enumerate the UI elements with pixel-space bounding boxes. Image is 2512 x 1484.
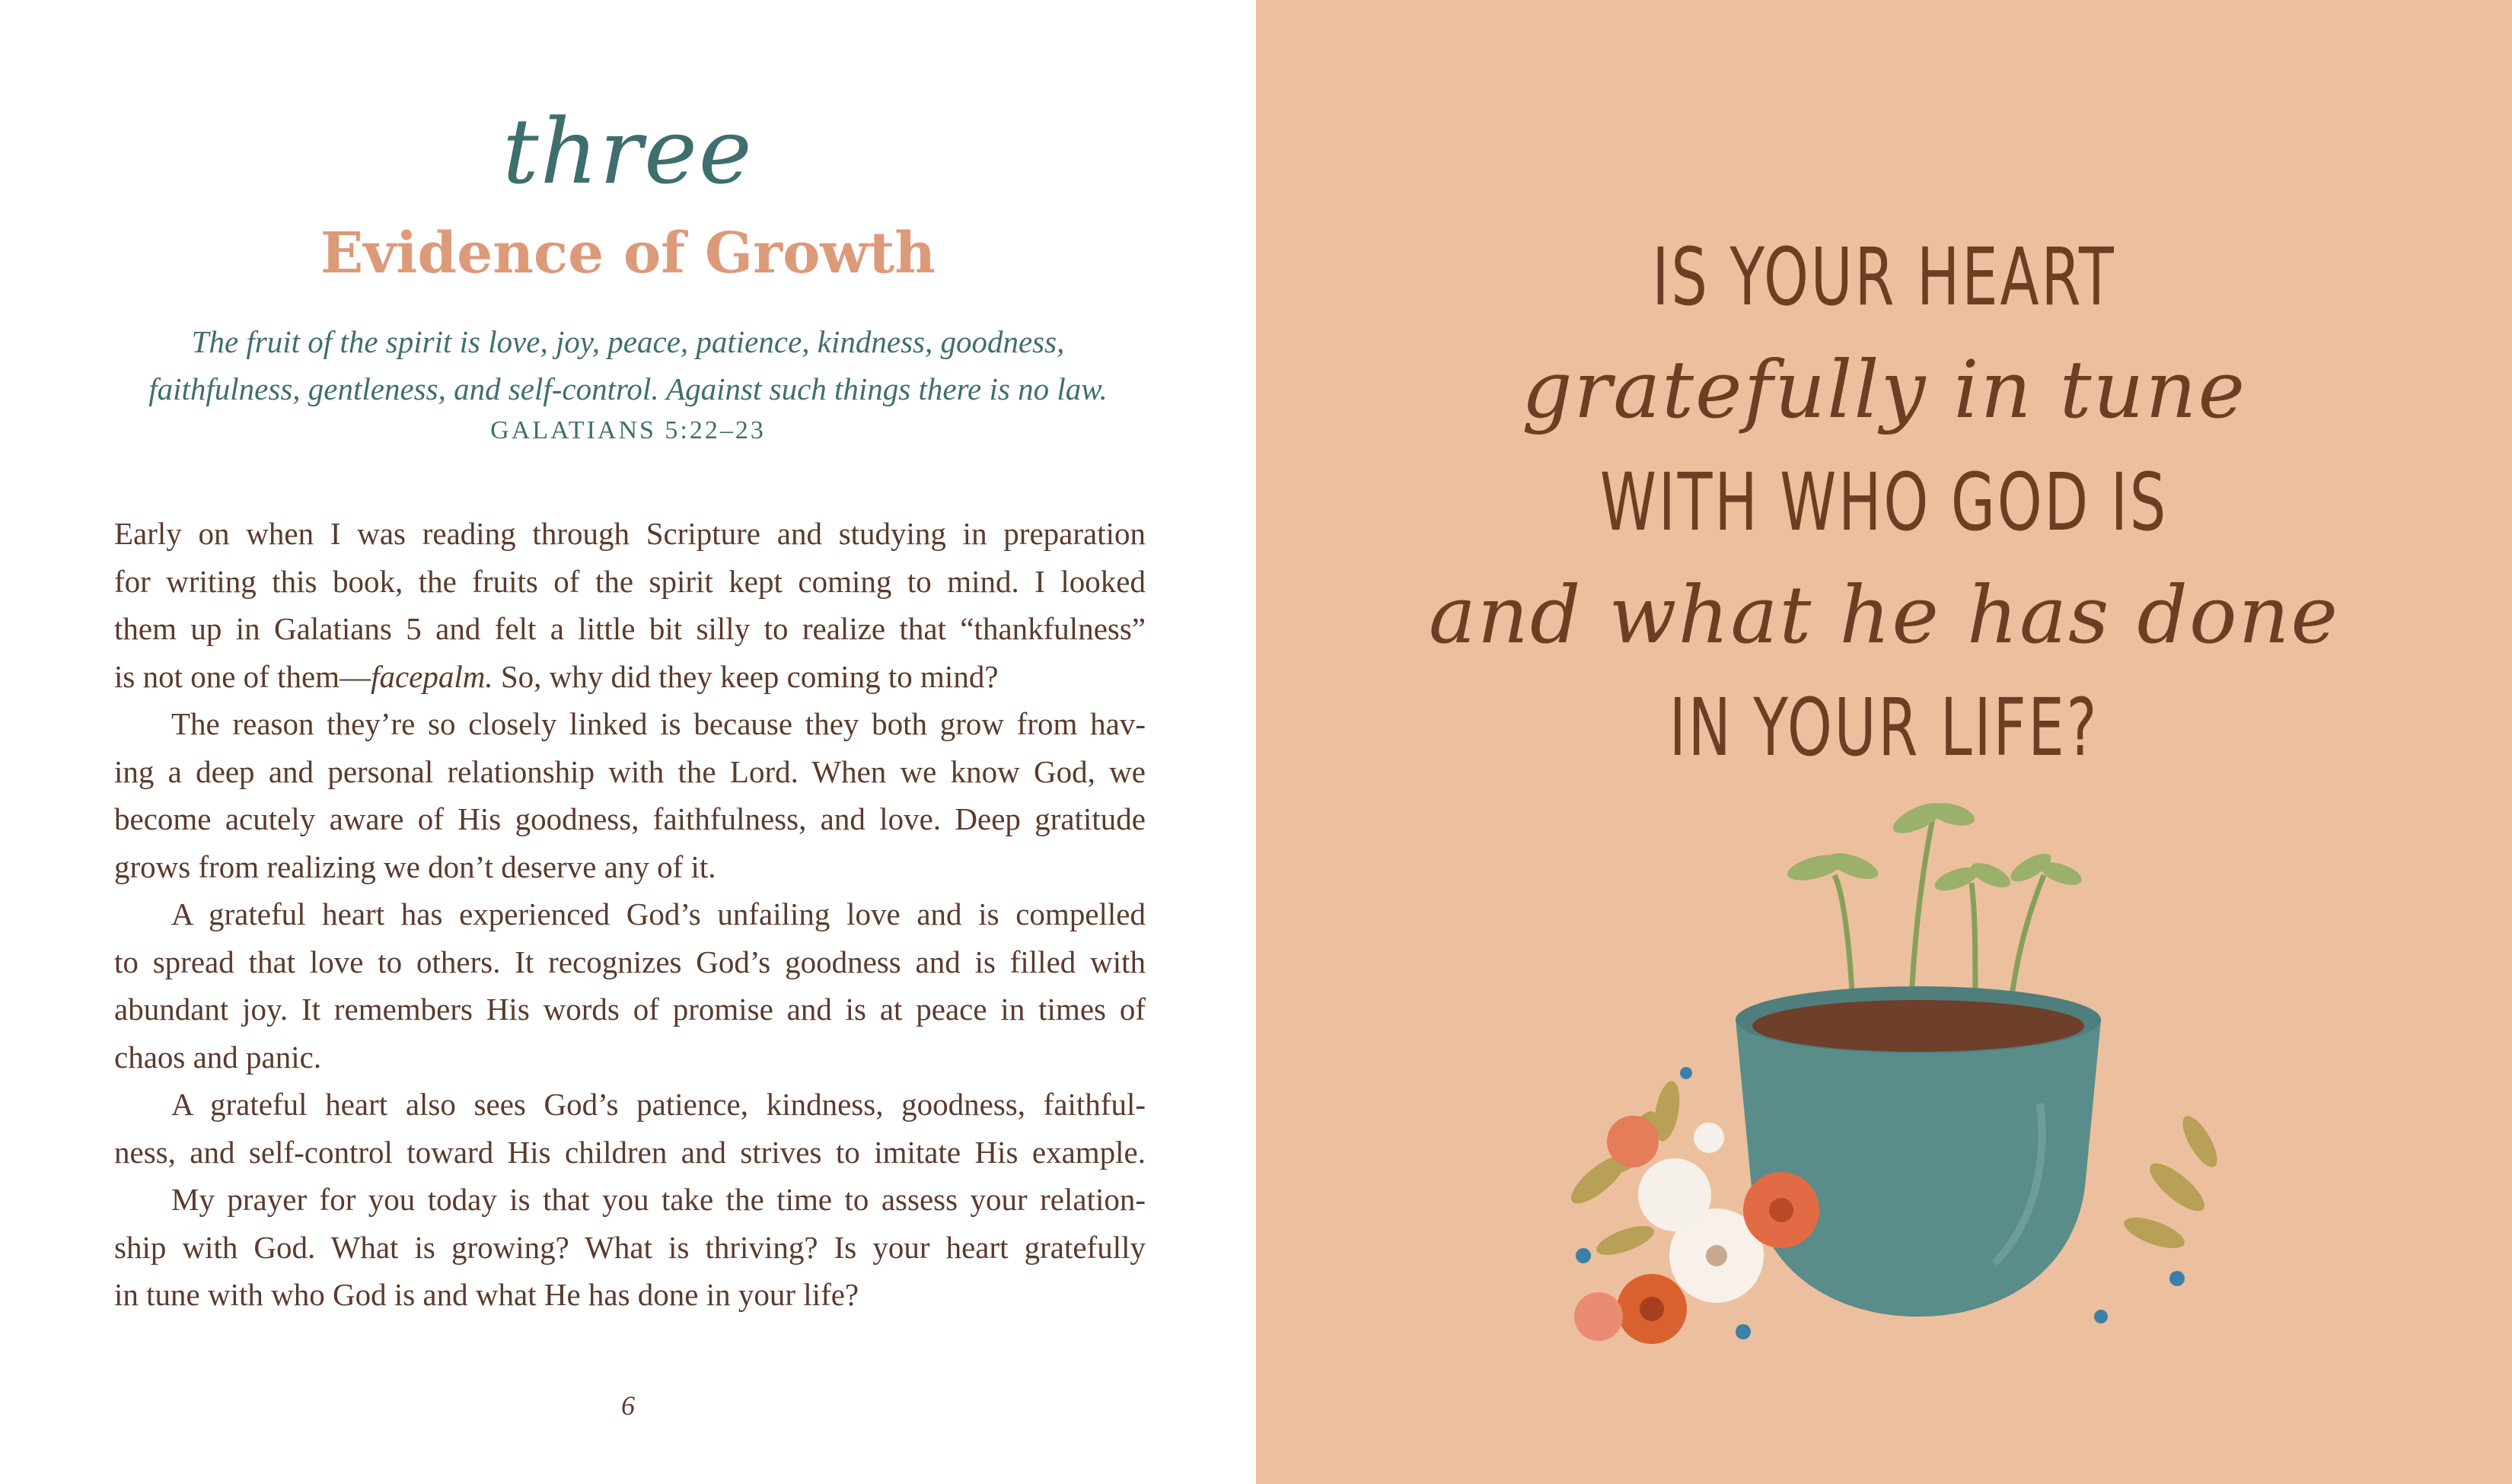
quote-line: and what he has done [1428, 568, 2340, 661]
chapter-title: Evidence of Growth [320, 221, 936, 286]
body-line: A grateful heart has experienced God’s unfailing love and is compelled [171, 896, 1146, 931]
body-line: for writing this book, the fruits of the spirit kept coming to mind. I looked [114, 563, 1146, 599]
body-line: chaos and panic. [114, 1039, 322, 1075]
body-line: Early on when I was reading through Scripture and studying in preparation [114, 516, 1146, 551]
body-text-segment: So, why did they keep coming to mind? [493, 658, 999, 694]
body-line: become acutely aware of His goodness, faithfulness, and love. Deep gratitude [114, 801, 1146, 836]
body-line: My prayer for you today is that you take the time to assess your relation- [171, 1182, 1146, 1217]
epigraph-line: faithfulness, gentleness, and self-control. Against such things there is no law. [148, 371, 1108, 406]
body-line: ing a deep and personal relationship with the Lord. When we know God, we [114, 753, 1146, 789]
quote-line: IN YOUR LIFE? [1669, 681, 2099, 774]
body-line: ship with God. What is growing? What is thriving? Is your heart gratefully [114, 1229, 1146, 1265]
italic-word: facepalm. [371, 658, 493, 694]
chapter-number: three [502, 99, 754, 204]
body-text-segment: is not one of them— [114, 658, 371, 694]
quote-line: gratefully in tune [1521, 343, 2247, 436]
flower-pot [1736, 986, 2101, 1317]
quote-line: IS YOUR HEART [1652, 231, 2116, 323]
body-line: them up in Galatians 5 and felt a little bit silly to realize that “thankfulness” [114, 611, 1146, 646]
body-line: The reason they’re so closely linked is because they both grow from hav- [171, 706, 1146, 741]
body-line: abundant joy. It remembers His words of promise and is at peace in times of [114, 992, 1146, 1027]
page-number: 6 [621, 1390, 635, 1421]
body-line: in tune with who God is and what He has done in your life? [114, 1277, 859, 1312]
epigraph [91, 318, 1165, 412]
quote-line: WITH WHO GOD IS [1599, 456, 2169, 549]
pull-quote [1256, 221, 2512, 784]
body-line: to spread that love to others. It recognizes God’s goodness and is filled with [114, 944, 1146, 979]
body-line: ness, and self-control toward His children and strives to imitate His example. [114, 1134, 1146, 1170]
body-text [114, 510, 1146, 1319]
body-line: grows from realizing we don’t deserve any of it. [114, 849, 716, 884]
body-line [114, 653, 1146, 701]
epigraph-line: The fruit of the spirit is love, joy, peace, patience, kindness, goodness, [191, 324, 1065, 359]
potted-seedlings-icon [1553, 784, 2238, 1408]
epigraph-citation: GALATIANS 5:22–23 [490, 416, 766, 444]
body-line: A grateful heart also sees God’s patience, kindness, goodness, faithful- [171, 1087, 1146, 1122]
